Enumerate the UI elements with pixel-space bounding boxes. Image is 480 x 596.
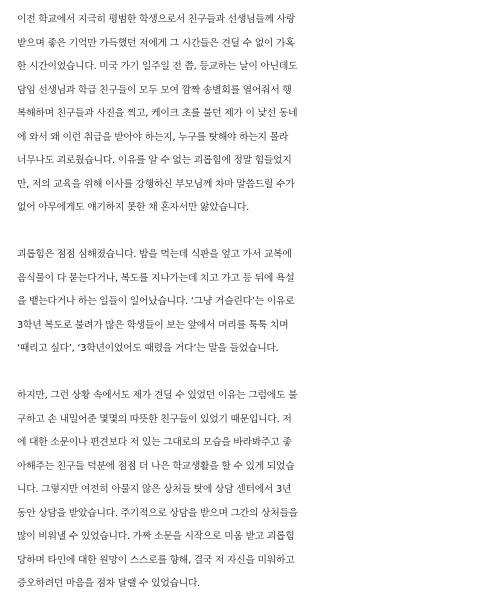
text-line: 너무나도 괴로웠습니다. 이유를 알 수 없는 괴롭힘에 정말 힘들었지 bbox=[17, 155, 292, 166]
text-line: 을 뱉는다거나 하는 일들이 일어났습니다. ‘그냥 거슬린다’는 이유로 bbox=[17, 296, 295, 307]
text-line: ‘때리고 싶다’, ‘3학년이었어도 때렸을 거다’는 말을 들었습니다. bbox=[17, 343, 279, 354]
paragraph-3 bbox=[17, 384, 480, 596]
text-line: 받으며 좋은 기억만 가득했던 저에게 그 시간들은 견딜 수 없이 가혹 bbox=[17, 37, 295, 49]
paragraph-gap bbox=[17, 220, 480, 244]
text-line: 니다. 그렇지만 여전히 아물지 않은 상처들 탓에 상담 센터에서 3년 bbox=[17, 484, 292, 495]
paragraph-1 bbox=[17, 8, 480, 220]
text-line: 에 와서 왜 이런 취급을 받아야 하는지, 누구를 탓해야 하는지 몰라 bbox=[17, 131, 289, 143]
text-line: 만, 저의 교육을 위해 이사를 강행하신 부모님께 차마 말씀드릴 수가 bbox=[17, 178, 295, 190]
paragraph-2 bbox=[17, 243, 480, 361]
text-line: 한 시간이었습니다. 미국 가기 일주일 전 쯤, 등교하는 날이 아닌데도 bbox=[17, 61, 298, 72]
text-line: 이전 학교에서 지극히 평범한 학생으로서 친구들과 선생님들께 사랑 bbox=[17, 14, 296, 25]
text-line: 동안 상담을 받았습니다. 주기적으로 상담을 받으며 그간의 상처들을 bbox=[17, 507, 298, 519]
text-line: 하지만, 그런 상황 속에서도 제가 견딜 수 있었던 이유는 그럼에도 불 bbox=[17, 390, 298, 401]
text-line: 복해하며 친구들과 사진을 찍고, 케이크 초를 불던 제가 이 낯선 동네 bbox=[17, 108, 298, 119]
text-line: 아해주는 친구들 덕분에 점점 더 나은 학교생활을 할 수 있게 되었습 bbox=[17, 460, 295, 472]
text-line: 없어 아무에게도 얘기하지 못한 채 혼자서만 앓았습니다. bbox=[17, 202, 249, 213]
text-line: 증오하려던 마음을 점차 달랠 수 있었습니다. bbox=[17, 578, 201, 589]
paragraph-gap bbox=[17, 361, 480, 385]
text-line: 3학년 복도로 불려가 많은 학생들이 보는 앞에서 머리를 툭툭 치며 bbox=[17, 319, 289, 331]
text-line: 담임 선생님과 학급 친구들이 모두 모여 깜짝 송별회를 열어줘서 행 bbox=[17, 84, 292, 96]
text-line: 음식물이 다 묻는다거나, 복도를 지나가는데 치고 가고 등 뒤에 욕설 bbox=[17, 272, 295, 284]
text-line: 에 대한 소문이나 편견보다 저 있는 그대로의 모습을 바라봐주고 좋 bbox=[17, 437, 292, 448]
text-line: 괴롭힘은 점점 심해졌습니다. 밥을 먹는데 식판을 엎고 가서 교복에 bbox=[17, 249, 292, 260]
text-line: 당하며 타인에 대한 원망이 스스로를 향해, 결국 저 자신을 미워하고 bbox=[17, 554, 295, 566]
text-line: 구하고 손 내밀어준 몇몇의 따뜻한 친구들이 있었기 때문입니다. 저 bbox=[17, 413, 292, 425]
text-line: 많이 비워낼 수 있었습니다. 가짜 소문을 시작으로 미움 받고 괴롭힘 bbox=[17, 531, 295, 542]
